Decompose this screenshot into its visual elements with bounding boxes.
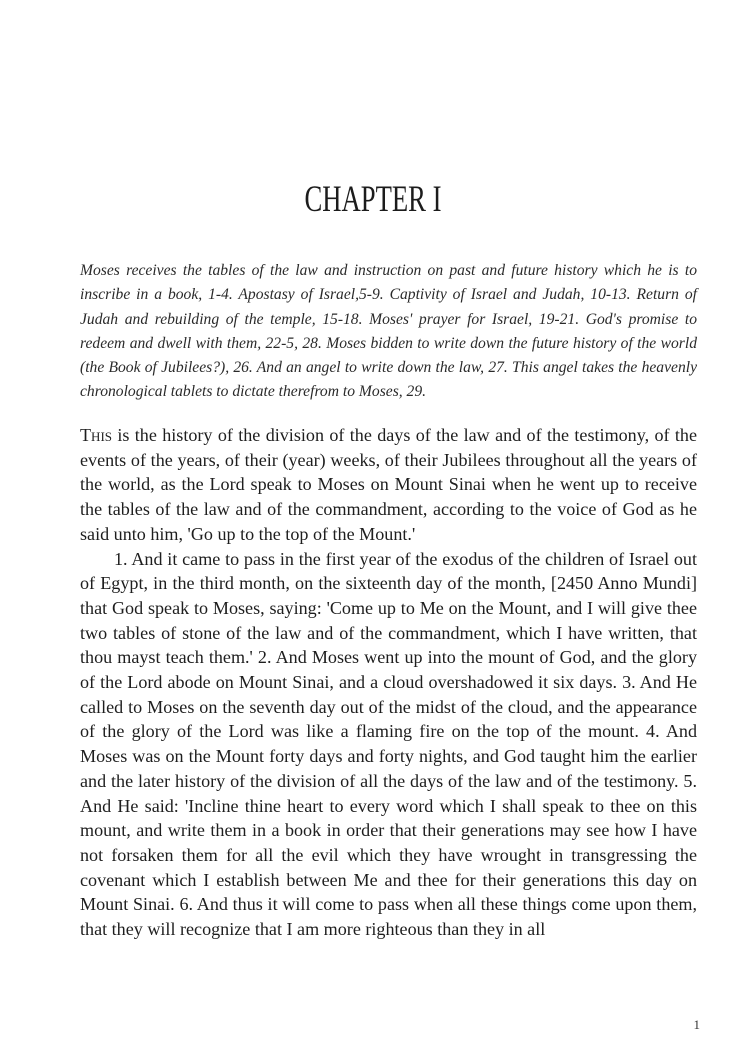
intro-first-word: This: [80, 425, 112, 445]
paragraph-1: 1. And it came to pass in the first year of the exodus of the children of Israel out of Egypt, in the third month, on the sixteenth day of the month, [2450 Anno Mundi] that God speak to Moses, saying: 'Come up to Me on the Mount, and I will give thee two tables of stone of the law and of the commandment, which I have written, that thou mayst teach them.' 2. And Moses went up into the mount of God, and the glory of the Lord abode on Mount Sinai, and a cloud overshadowed it six days. 3. And He called to Moses on the seventh day out of the midst of the cloud, and the appearance of the glory of the Lord was like a flaming fire on the top of the mount. 4. And Moses was on the Mount forty days and forty nights, and God taught him the earlier and the later history of the division of all the days of the law and of the testimony. 5. And He said: 'Incline thine heart to every word which I shall speak to thee on this mount, and write them in a book in order that their generations may see how I have not forsaken them for all the evil which they have wrought in transgressing the covenant which I establish between Me and thee for their generations this day on Mount Sinai. 6. And thus it will come to pass when all these things come upon them, that they will recognize that I am more righteous than they in all: [80, 548, 697, 940]
intro-text: is the history of the division of the days of the law and of the testimony, of the events of the years, of their (year) weeks, of their Jubilees throughout all the years of the world, as the Lord speak to Moses on Mount Sinai when he went up to receive the tables of the law and of the commandment, according to the voice of God as he said unto him, 'Go up to the top of the Mount.': [80, 425, 697, 544]
body-text: [80, 423, 697, 942]
page-number: 1: [693, 1017, 700, 1032]
intro-paragraph: [80, 423, 697, 547]
chapter-summary: Moses receives the tables of the law and instruction on past and future history which he is to inscribe in a book, 1-4. Apostasy of Israel,5-9. Captivity of Israel and Judah, 10-13. Return of Judah and rebuilding of the temple, 15-18. Moses' prayer for Israel, 19-21. God's promise to redeem and dwell with them, 22-5, 28. Moses bidden to write down the future history of the world (the Book of Jubilees?), 26. And an angel to write down the law, 27. This angel takes the heavenly chronological tablets to dictate therefrom to Moses, 29.: [80, 262, 697, 401]
chapter-title: CHAPTER I: [304, 179, 442, 220]
